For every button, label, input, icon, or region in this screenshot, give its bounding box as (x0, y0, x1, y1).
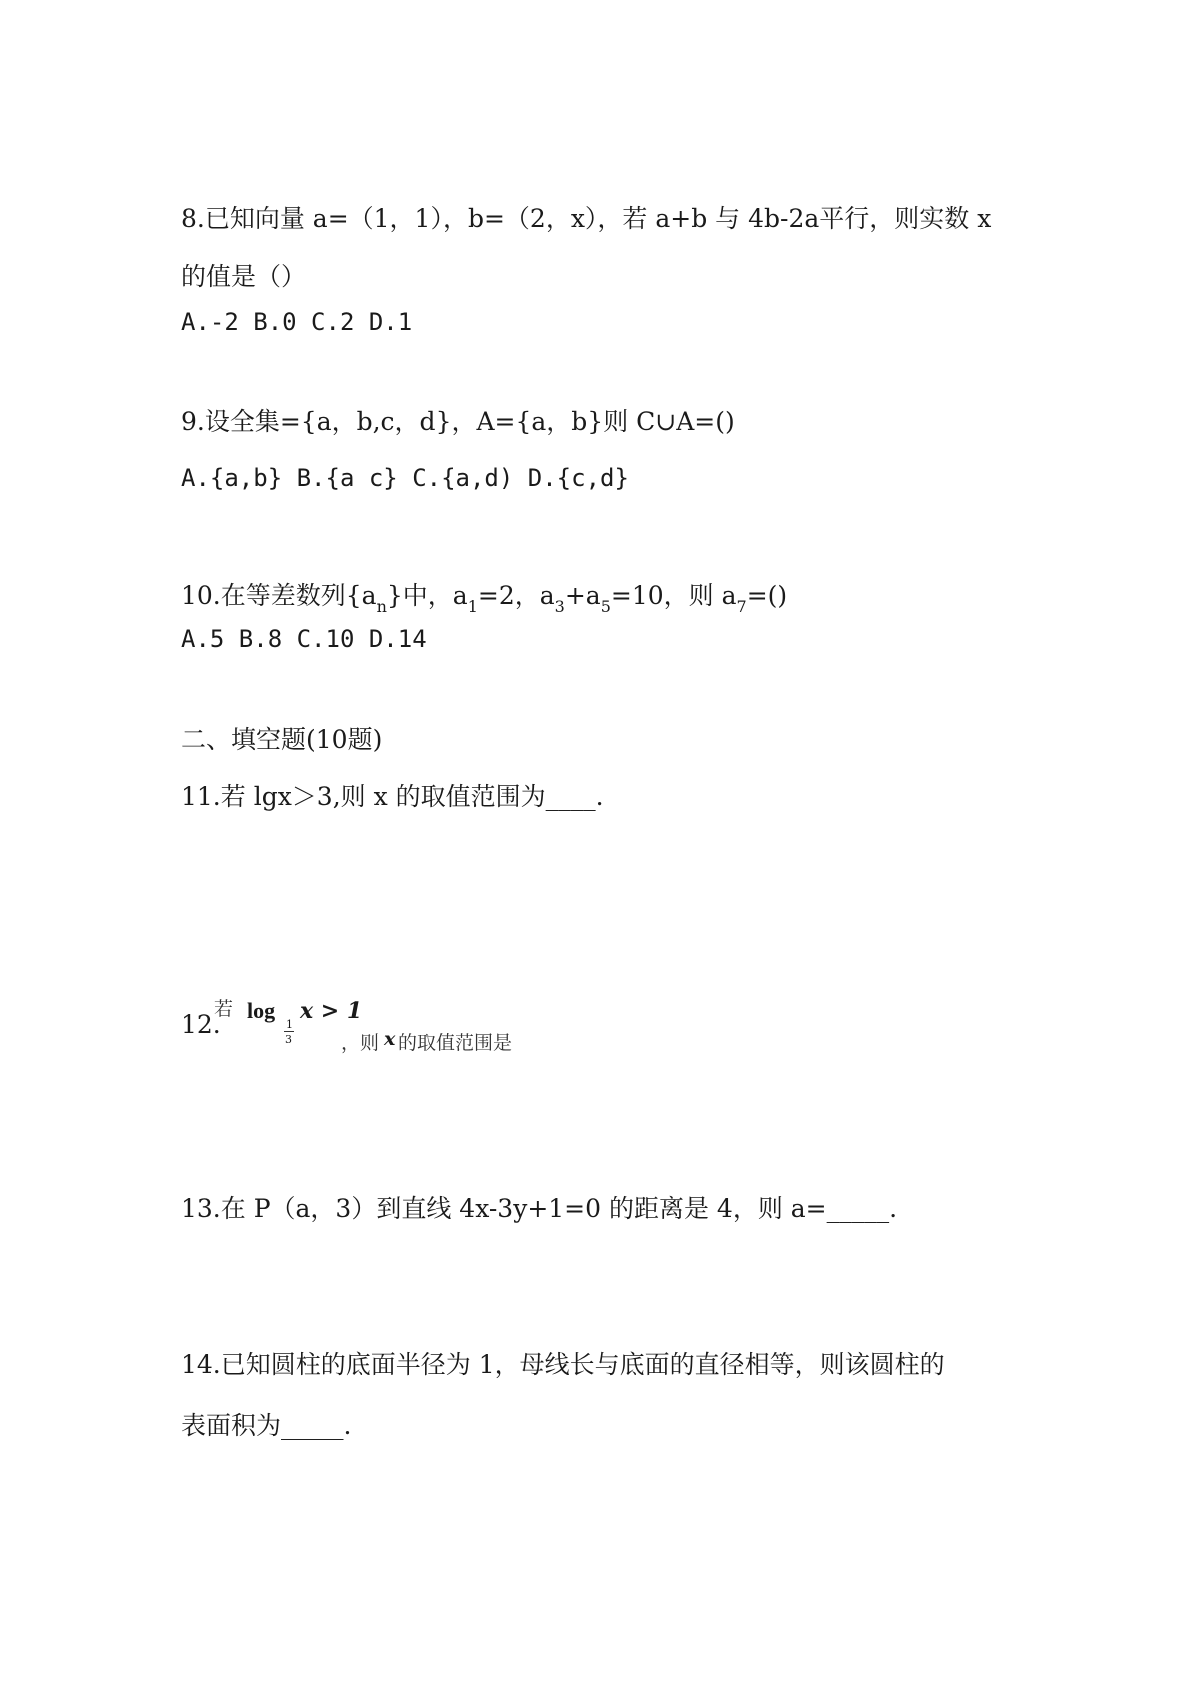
q10-stem-prefix: 10.在等差数列{a (181, 581, 377, 610)
q10-stem-mid1: }中，a (386, 581, 468, 610)
q10-stem-mid4: =10，则 a (610, 581, 737, 610)
q10-sub-5: 5 (600, 597, 611, 616)
q10-stem-mid2: =2，a (477, 581, 555, 610)
q10-stem-mid3: +a (564, 581, 601, 610)
q14-stem-line2: 表面积为_____. (181, 1411, 352, 1440)
q12-number: 12. (181, 1010, 221, 1039)
q9-options: A.{a,b} B.{a c} C.{a,d) D.{c,d} (181, 464, 629, 492)
q14-stem-line1: 14.已知圆柱的底面半径为 1，母线长与底面的直径相等，则该圆柱的 (181, 1350, 945, 1379)
q10-options: A.5 B.8 C.10 D.14 (181, 625, 427, 653)
q12-inequality: x > 1 (300, 998, 363, 1024)
q8-options: A.-2 B.0 C.2 D.1 (181, 308, 413, 336)
q12-rest-prefix: ，则 (341, 1032, 380, 1054)
q10-sub-7: 7 (736, 597, 747, 616)
q12-log: log (247, 998, 276, 1023)
q10-sub-n: n (376, 597, 387, 616)
q10-sub-1: 1 (467, 597, 478, 616)
q9-stem: 9.设全集={a，b,c，d}，A={a，b}则 C∪A=() (181, 407, 735, 436)
q10-stem-end: =() (746, 581, 788, 610)
q10-sub-3: 3 (554, 597, 565, 616)
section-heading: 二、填空题(10题) (181, 725, 383, 754)
q12-fraction-bar (284, 1031, 294, 1032)
q12-log-base-den: 3 (285, 1033, 292, 1046)
q8-stem-line2: 的值是（） (181, 262, 307, 291)
q12-var-x: x (384, 1028, 396, 1050)
q8-stem-line1: 8.已知向量 a=（1，1），b=（2，x），若 a+b 与 4b-2a平行，则实数 x (181, 204, 992, 233)
q12-rest-suffix: 的取值范围是 (398, 1032, 513, 1054)
q13-stem: 13.在 P（a，3）到直线 4x-3y+1=0 的距离是 4，则 a=_____. (181, 1194, 898, 1223)
q12-log-base-num: 1 (286, 1018, 293, 1031)
q10-stem (181, 581, 788, 616)
q12-ruo: 若 (214, 998, 234, 1020)
q11-stem: 11.若 lgx＞3,则 x 的取值范围为____. (181, 782, 604, 811)
